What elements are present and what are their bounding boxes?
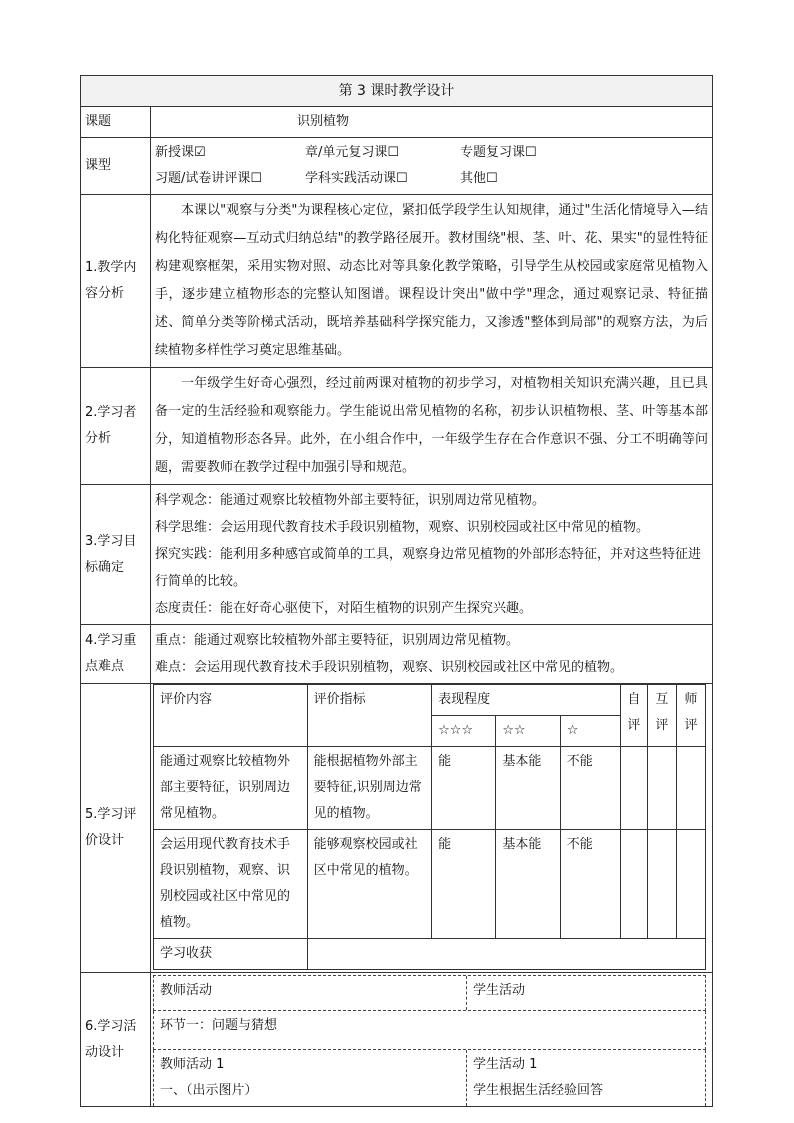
option-practice-activity: 学科实践活动课☐ <box>305 171 408 186</box>
learner-analysis-text: 一年级学生好奇心强烈，经过前两课对植物的初步学习，对植物相关知识充满兴趣，且已具备一定的生活经验和观察能力。学生能说出常见植物的名称，初步认识植物根、茎、叶等基本部分，知道植物形态各异。此外，在小组合作中，一年级学生存在合作意识不强、分工不明确等问题，需要教师在教学过程中加强引导和规范。 <box>155 376 708 475</box>
document-title: 第 3 课时教学设计 <box>81 76 713 107</box>
difficult-point: 难点：会运用现代教育技术手段识别植物，观察、识别校园或社区中常见的植物。 <box>155 660 624 675</box>
objective-inquiry-practice: 探究实践：能利用多种感官或简单的工具，观察身边常见植物的外部形态特征，并对这些特征进行简单的比较。 <box>155 547 702 589</box>
level-cell: 基本能 <box>496 830 560 939</box>
topic-label: 课题 <box>81 107 151 138</box>
learning-harvest-label: 学习收获 <box>154 939 308 970</box>
lesson-type-label: 课型 <box>81 138 151 195</box>
lesson-type-options <box>151 138 713 195</box>
level-cell: 不能 <box>560 747 620 830</box>
table-row <box>154 747 706 830</box>
objectives-label: 3.学习目标确定 <box>81 485 151 625</box>
option-unit-review: 章/单元复习课☐ <box>305 145 400 160</box>
topic-row <box>81 107 713 138</box>
evaluation-label: 5.学习评价设计 <box>81 684 151 973</box>
option-exercise-review: 习题/试卷讲评课☐ <box>155 171 263 186</box>
eval-content-cell: 会运用现代教育技术手段识别植物，观察、识别校园或社区中常见的植物。 <box>154 830 308 939</box>
eval-indicator-cell: 能够观察校园或社区中常见的植物。 <box>307 830 432 939</box>
header-performance-level: 表现程度 <box>432 685 621 716</box>
evaluation-row <box>81 684 713 973</box>
objective-attitude: 态度责任：能在好奇心驱使下，对陌生植物的识别产生探究兴趣。 <box>155 601 533 616</box>
one-star: ☆ <box>560 716 620 747</box>
eval-content-cell: 能通过观察比较植物外部主要特征，识别周边常见植物。 <box>154 747 308 830</box>
header-teacher-eval: 师评 <box>676 685 705 747</box>
content-analysis-label: 1.教学内容分析 <box>81 195 151 368</box>
level-cell: 不能 <box>560 830 620 939</box>
option-topic-review: 专题复习课☐ <box>460 145 537 160</box>
content-analysis-row <box>81 195 713 368</box>
content-analysis-text: 本课以"观察与分类"为课程核心定位，紧扣低学段学生认知规律，通过"生活化情境导入—结构化特征观察—互动式归纳总结"的教学路径展开。教材围绕"根、茎、叶、花、果实"的显性特征构建观察框架，采用实物对照、动态比对等具象化教学策略，引导学生从校园或家庭常见植物入手，逐步建立植物形态的完整认知图谱。课程设计突出"做中学"理念，通过观察记录、特征描述、简单分类等阶梯式活动，既培养基础科学探究能力，又渗透"整体到局部"的观察方法，为后续植物多样性学习奠定思维基础。 <box>155 203 708 358</box>
student-activity-1-title: 学生活动 1 <box>473 1057 538 1072</box>
lesson-type-row-2 <box>155 166 708 192</box>
header-eval-content: 评价内容 <box>154 685 308 747</box>
teacher-activity-1 <box>154 1050 467 1106</box>
activities-label: 6.学习活动设计 <box>81 973 151 1107</box>
header-self-eval: 自评 <box>620 685 647 747</box>
peer-eval-cell[interactable] <box>647 747 676 830</box>
teacher-activity-1-text: 一、（出示图片） <box>160 1083 258 1098</box>
title-row <box>81 76 713 107</box>
option-other: 其他☐ <box>460 171 498 186</box>
learning-harvest-cell[interactable] <box>307 939 705 970</box>
learner-analysis-row <box>81 368 713 485</box>
lesson-plan-table <box>80 75 713 1107</box>
three-stars: ☆☆☆ <box>432 716 496 747</box>
objective-science-concept: 科学观念：能通过观察比较植物外部主要特征，识别周边常见植物。 <box>155 493 546 508</box>
activity-detail-box <box>153 1050 706 1106</box>
stage-one-title: 环节一：问题与猜想 <box>153 1011 706 1050</box>
learner-analysis-label: 2.学习者分析 <box>81 368 151 485</box>
student-activity-1-text: 学生根据生活经验回答 <box>473 1083 604 1098</box>
self-eval-cell[interactable] <box>620 747 647 830</box>
lesson-plan-document <box>80 75 712 1107</box>
topic-value: 识别植物 <box>151 107 713 138</box>
teacher-activity-header: 教师活动 <box>154 976 467 1010</box>
level-cell: 基本能 <box>496 747 560 830</box>
key-points-label: 4.学习重点难点 <box>81 625 151 684</box>
key-points-row <box>81 625 713 684</box>
teacher-eval-cell[interactable] <box>676 830 705 939</box>
header-peer-eval: 互评 <box>647 685 676 747</box>
header-eval-indicator: 评价指标 <box>307 685 432 747</box>
table-row <box>154 830 706 939</box>
option-new-lesson: 新授课☑ <box>155 145 206 160</box>
eval-indicator-cell: 能根据植物外部主要特征,识别周边常见的植物。 <box>307 747 432 830</box>
student-activity-header: 学生活动 <box>473 983 526 998</box>
level-cell: 能 <box>432 830 496 939</box>
lesson-type-row-1 <box>155 140 708 166</box>
activities-row <box>81 973 713 1107</box>
activity-header-box <box>153 975 706 1011</box>
objectives-row <box>81 485 713 625</box>
teacher-eval-cell[interactable] <box>676 747 705 830</box>
student-activity-1 <box>467 1050 609 1106</box>
two-stars: ☆☆ <box>496 716 560 747</box>
self-eval-cell[interactable] <box>620 830 647 939</box>
teacher-activity-1-title: 教师活动 1 <box>160 1057 225 1072</box>
evaluation-table <box>153 684 706 970</box>
key-point: 重点：能通过观察比较植物外部主要特征，识别周边常见植物。 <box>155 633 520 648</box>
level-cell: 能 <box>432 747 496 830</box>
lesson-type-row <box>81 138 713 195</box>
objective-science-thinking: 科学思维：会运用现代教育技术手段识别植物，观察、识别校园或社区中常见的植物。 <box>155 520 650 535</box>
peer-eval-cell[interactable] <box>647 830 676 939</box>
